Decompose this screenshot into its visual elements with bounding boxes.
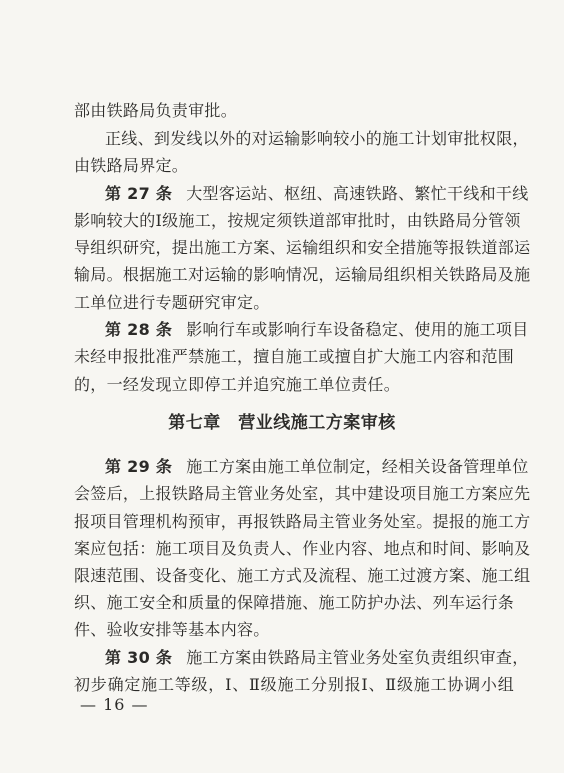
page-number: — 16 — [80,695,149,714]
text-line: 工单位进行专题研究审定。 [74,293,270,312]
article-28-text: 影响行车或影响行车设备稳定、使用的施工项目 [186,320,529,339]
text-line: 由铁路局界定。 [74,156,189,175]
text-line: 初步确定施工等级，Ⅰ、Ⅱ级施工分别报Ⅰ、Ⅱ级施工协调小组 [74,675,514,694]
text-line: 案应包括：施工项目及负责人、作业内容、地点和时间、影响及 [74,539,531,558]
article-30-line [105,648,529,668]
text-line: 部由铁路局负责审批。 [74,101,238,120]
article-27-label: 第 27 条 [105,184,173,203]
text-line: 影响较大的Ⅰ级施工，按规定须铁道部审批时，由铁路局分管领 [74,211,521,230]
text-line: 限速范围、设备变化、施工方式及流程、施工过渡方案、施工组 [74,566,531,585]
text-line: 导组织研究，提出施工方案、运输组织和安全措施等报铁道部运 [74,238,531,257]
article-27-line [105,184,529,204]
article-29-text: 施工方案由施工单位制定，经相关设备管理单位 [186,457,529,476]
text-line: 织、施工安全和质量的保障措施、施工防护办法、列车运行条 [74,593,515,612]
text-line: 的，一经发现立即停工并追究施工单位责任。 [74,375,401,394]
chapter-heading: 第七章 营业线施工方案审核 [168,413,396,433]
text-line: 件、验收安排等基本内容。 [74,620,270,639]
text-line: 未经申报批准严禁施工，擅自施工或擅自扩大施工内容和范围 [74,347,515,366]
text-line: 报项目管理机构预审，再报铁路局主管业务处室。提报的施工方 [74,512,531,531]
article-29-line [105,457,529,477]
article-29-label: 第 29 条 [105,457,173,476]
article-30-label: 第 30 条 [105,648,173,667]
article-28-line [105,320,529,340]
article-27-text: 大型客运站、枢纽、高速铁路、繁忙干线和干线 [186,184,529,203]
text-line: 正线、到发线以外的对运输影响较小的施工计划审批权限， [105,129,529,148]
article-28-label: 第 28 条 [105,320,173,339]
article-30-text: 施工方案由铁路局主管业务处室负责组织审查， [186,648,529,667]
text-line: 输局。根据施工对运输的影响情况，运输局组织相关铁路局及施 [74,265,531,284]
text-line: 会签后，上报铁路局主管业务处室，其中建设项目施工方案应先 [74,484,531,503]
